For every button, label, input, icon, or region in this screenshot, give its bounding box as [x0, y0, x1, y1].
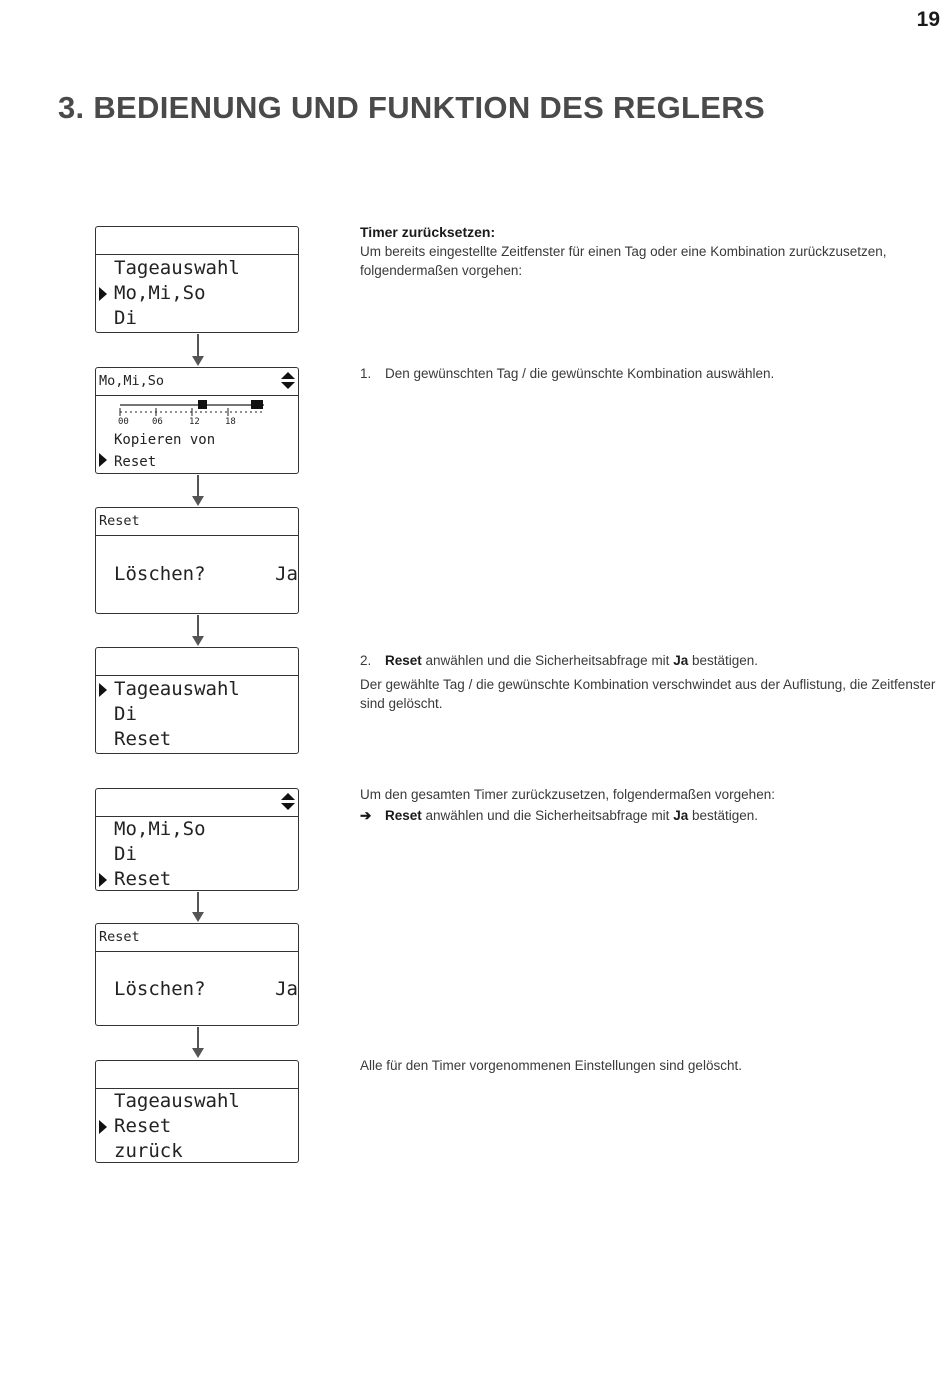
- lcd-header: [96, 789, 298, 817]
- lcd-header: Reset: [96, 924, 298, 952]
- up-down-arrows-icon: [281, 372, 295, 390]
- timeline-bar: [114, 398, 274, 426]
- lcd-screen-reset-confirm: [95, 507, 299, 614]
- step-text: Den gewünschten Tag / die gewünschte Kombination auswählen.: [385, 366, 775, 381]
- lcd-line: Di: [114, 307, 137, 329]
- step-text: anwählen und die Sicherheitsabfrage mit: [421, 653, 674, 668]
- tick-label: 06: [152, 417, 163, 426]
- step-text: bestätigen.: [688, 808, 759, 823]
- lcd-question: Löschen?: [114, 978, 206, 1000]
- lcd-line-selected: Reset: [114, 454, 157, 470]
- step-number: 1.: [360, 366, 372, 381]
- flow-arrow-icon: [188, 334, 208, 368]
- lcd-screen-day-selection: [95, 226, 299, 333]
- lcd-answer: Ja: [275, 563, 298, 585]
- flow-arrow-icon: [188, 892, 208, 924]
- lcd-header: [96, 1061, 298, 1089]
- lcd-line-selected: Reset: [114, 868, 172, 890]
- tick-label: 12: [189, 417, 200, 426]
- step-1: [360, 364, 942, 383]
- lcd-line-selected: Mo,Mi,So: [114, 282, 206, 304]
- flow-arrow-icon: [188, 1027, 208, 1060]
- intro-paragraph: Um bereits eingestellte Zeitfenster für einen Tag oder eine Kombination zurückzusetzen, folgendermaßen vorgehen:: [360, 244, 887, 278]
- lcd-line-selected: Reset: [114, 1115, 172, 1137]
- lcd-line: zurück: [114, 1140, 183, 1162]
- cursor-icon: [99, 1120, 107, 1134]
- step-note: Der gewählte Tag / die gewünschte Kombination verschwindet aus der Auflistung, die Zeitfenster sind gelöscht.: [360, 677, 936, 711]
- lcd-line: Tageauswahl: [114, 1090, 240, 1112]
- lcd-line-selected: Tageauswahl: [114, 678, 240, 700]
- lcd-line: Tageauswahl: [114, 257, 240, 279]
- lcd-header: Mo,Mi,So: [96, 368, 298, 396]
- lcd-line: Mo,Mi,So: [114, 818, 206, 840]
- reset-all-intro: Um den gesamten Timer zurückzusetzen, folgendermaßen vorgehen:: [360, 787, 775, 802]
- cursor-icon: [99, 287, 107, 301]
- keyword-ja: Ja: [673, 808, 689, 823]
- lcd-screen-timer-cleared: [95, 1060, 299, 1163]
- lcd-screen-reset-confirm: [95, 923, 299, 1026]
- step-text: anwählen und die Sicherheitsabfrage mit: [421, 808, 674, 823]
- lcd-screen-timer-list: [95, 788, 299, 891]
- lcd-line: Di: [114, 703, 137, 725]
- cursor-icon: [99, 873, 107, 887]
- keyword-reset: Reset: [385, 653, 422, 668]
- lcd-screen-after-reset: [95, 647, 299, 754]
- step-number: 2.: [360, 653, 372, 668]
- keyword-ja: Ja: [673, 653, 689, 668]
- cursor-icon: [99, 683, 107, 697]
- final-text: Alle für den Timer vorgenommenen Einstellungen sind gelöscht.: [360, 1058, 742, 1073]
- tick-label: 18: [225, 417, 236, 426]
- tick-label: 00: [118, 417, 129, 426]
- chapter-title: 3. BEDIENUNG UND FUNKTION DES REGLERS: [58, 90, 765, 125]
- section-heading: Timer zurücksetzen:: [360, 224, 496, 240]
- lcd-line: Kopieren von: [114, 432, 216, 448]
- step-2: [360, 651, 942, 713]
- keyword-reset: Reset: [385, 808, 422, 823]
- page-number: 19: [916, 8, 940, 31]
- lcd-line: Di: [114, 843, 137, 865]
- lcd-screen-day-timeline: [95, 367, 299, 474]
- final-note: [360, 1056, 942, 1075]
- section-intro: [360, 223, 942, 280]
- arrow-right-icon: ➔: [360, 808, 372, 823]
- lcd-header: Reset: [96, 508, 298, 536]
- flow-arrow-icon: [188, 475, 208, 508]
- flow-arrow-icon: [188, 615, 208, 648]
- lcd-header: [96, 227, 298, 255]
- cursor-icon: [99, 453, 107, 467]
- up-down-arrows-icon: [281, 793, 295, 811]
- lcd-question: Löschen?: [114, 563, 206, 585]
- reset-all-instructions: [360, 785, 942, 825]
- step-text: bestätigen.: [688, 653, 759, 668]
- lcd-line: Reset: [114, 728, 172, 750]
- lcd-answer: Ja: [275, 978, 298, 1000]
- lcd-header: [96, 648, 298, 676]
